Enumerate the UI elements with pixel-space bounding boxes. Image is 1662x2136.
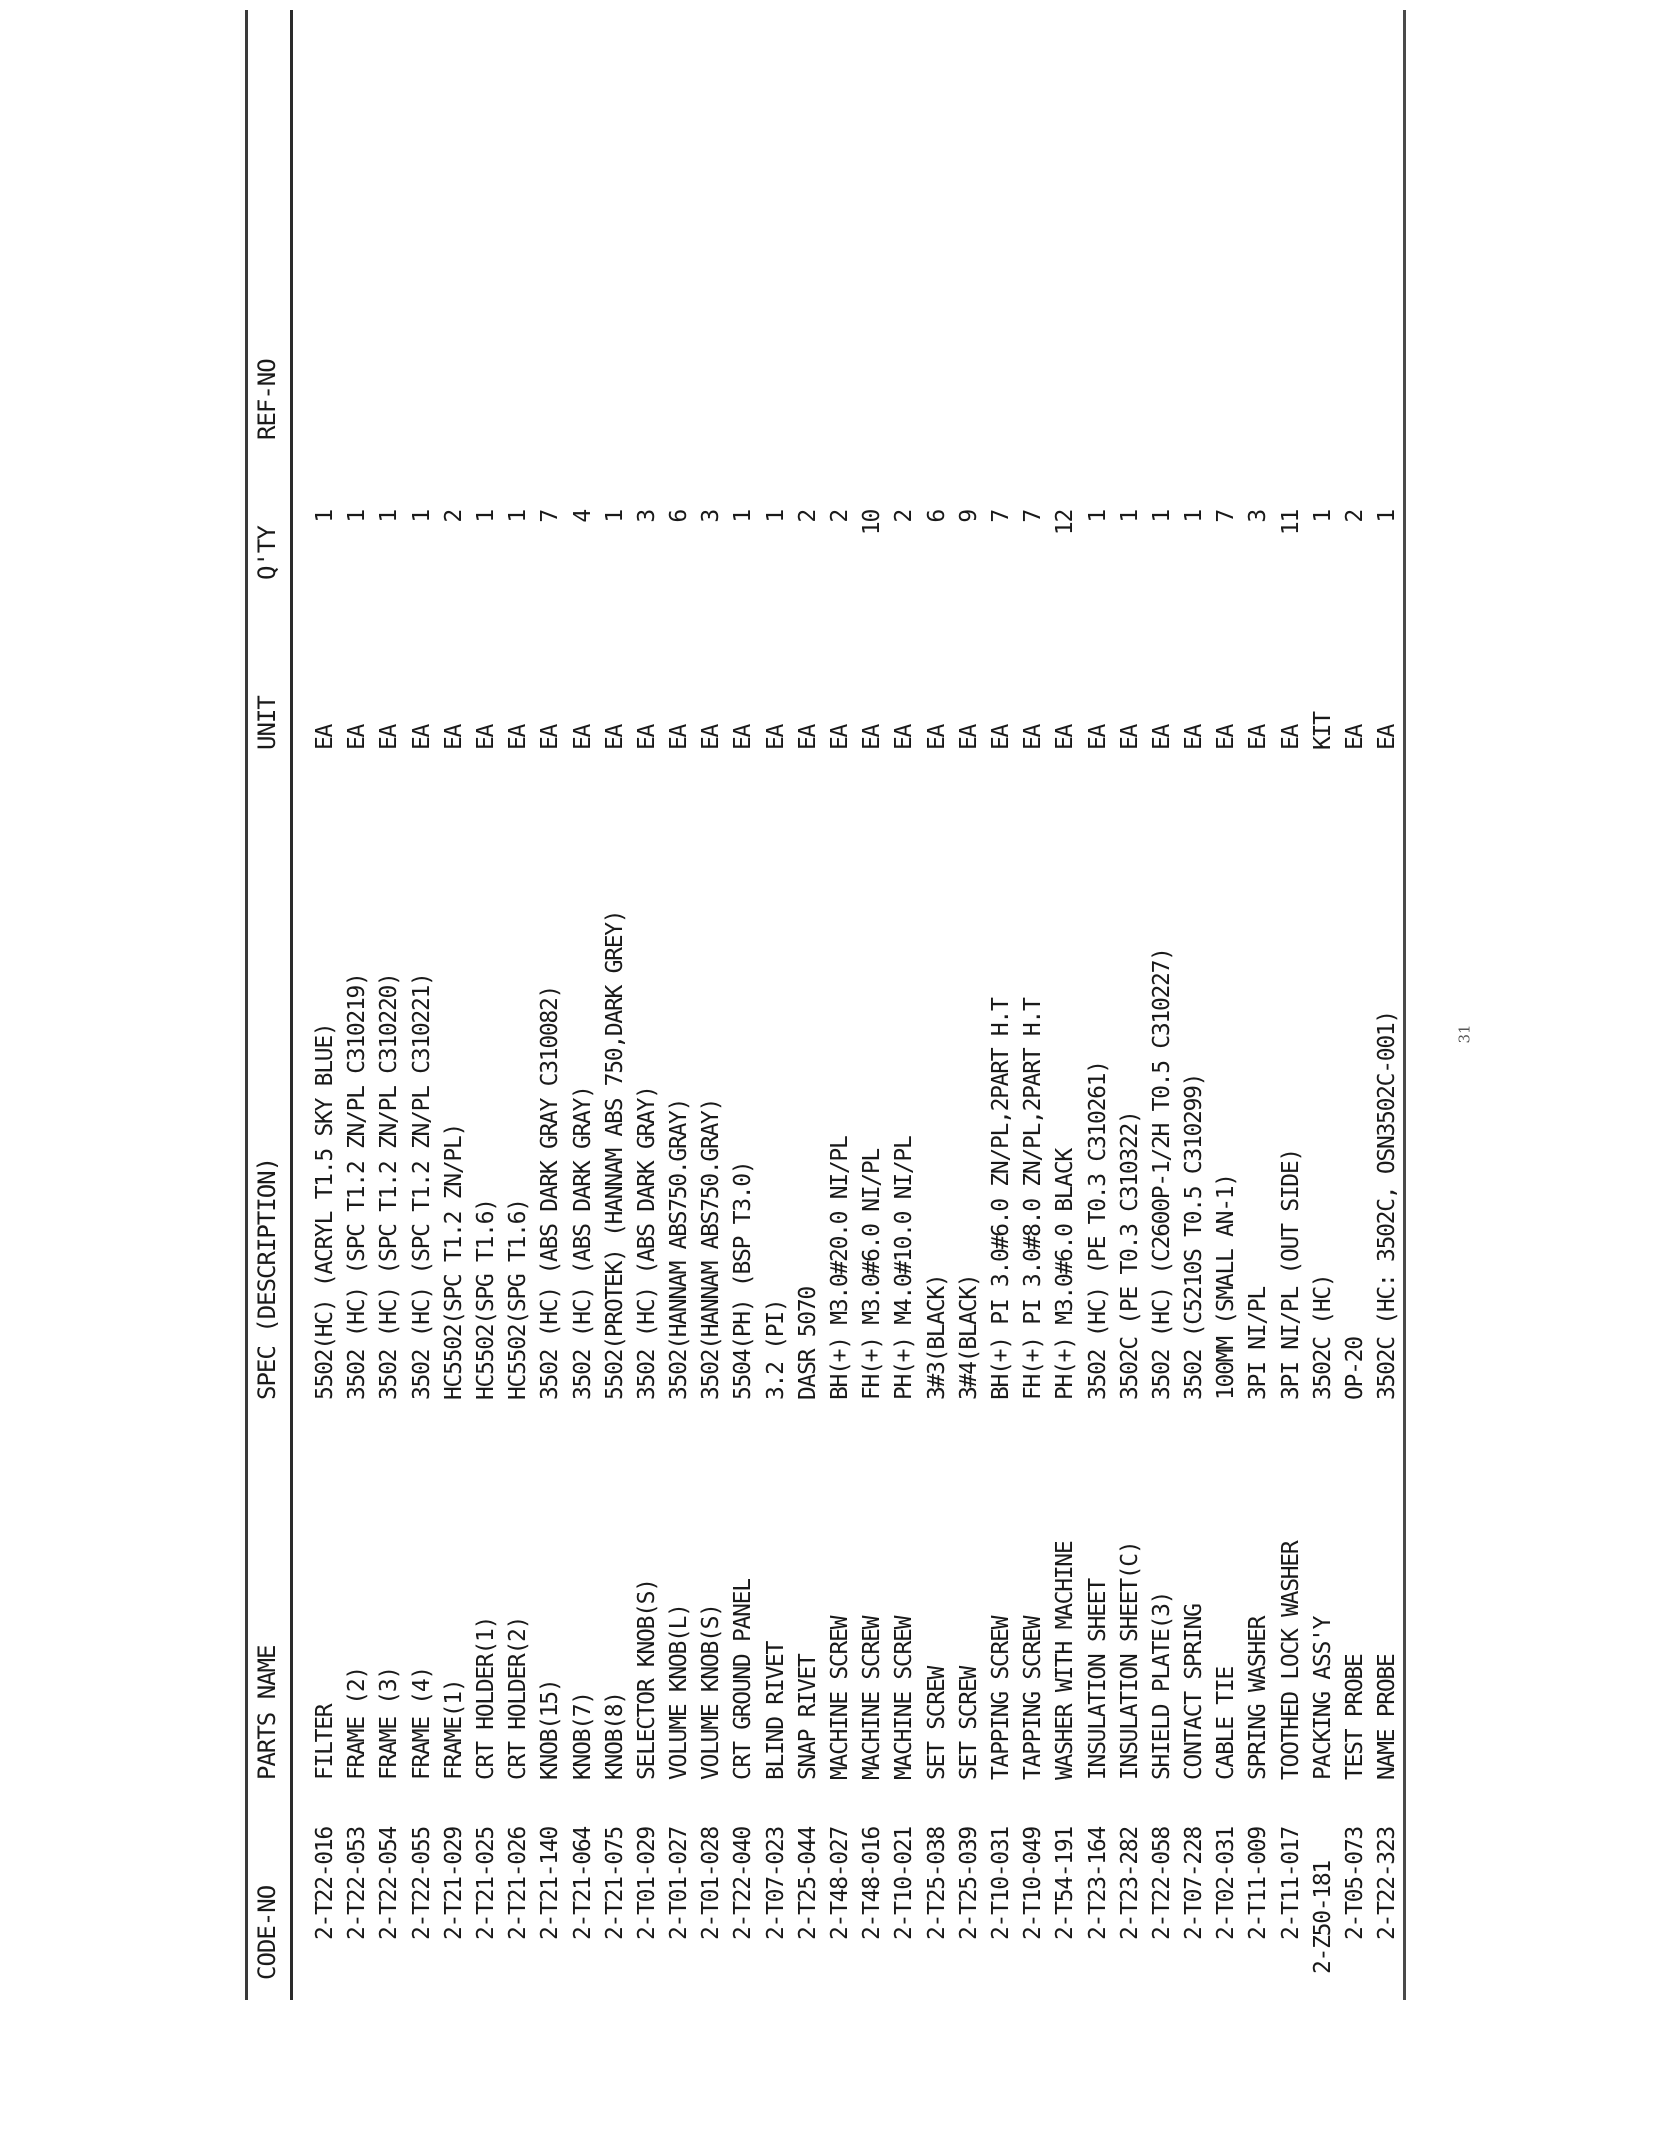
code-no-cell: 2-T10-031 xyxy=(987,1827,1014,1940)
spec-cell: BH(+) PI 3.0#6.0 ZN/PL,2PART H.T xyxy=(987,998,1014,1400)
table-row xyxy=(985,10,1017,2000)
qty-cell: 1 xyxy=(505,510,532,523)
table-row xyxy=(953,10,985,2000)
unit-cell: EA xyxy=(344,724,371,750)
parts-name-cell: SNAP RIVET xyxy=(794,1654,821,1780)
table-row xyxy=(406,10,438,2000)
header-rule xyxy=(290,10,293,2000)
table-row xyxy=(1178,10,1210,2000)
qty-cell: 1 xyxy=(1374,510,1401,523)
code-no-cell: 2-T11-009 xyxy=(1245,1827,1272,1940)
code-no-cell: 2-T22-040 xyxy=(730,1827,757,1940)
unit-cell: EA xyxy=(1052,724,1079,750)
spec-cell: 3502(HANNAM ABS750.GRAY) xyxy=(698,1098,725,1400)
qty-cell: 9 xyxy=(955,510,982,523)
table-row xyxy=(309,10,341,2000)
code-no-cell: 2-T02-031 xyxy=(1213,1827,1240,1940)
table-row xyxy=(1049,10,1081,2000)
parts-name-cell: TEST PROBE xyxy=(1342,1654,1368,1780)
spec-cell: FH(+) M3.0#6.0 NI/PL xyxy=(859,1149,886,1400)
column-header-parts-name: PARTS NAME xyxy=(253,1645,281,1780)
table-row xyxy=(695,10,727,2000)
qty-cell: 3 xyxy=(1245,510,1272,523)
spec-cell: 3502 (C5210S T0.5 C310299) xyxy=(1181,1073,1208,1400)
qty-cell: 1 xyxy=(1181,510,1208,523)
unit-cell: EA xyxy=(440,724,467,750)
qty-cell: 1 xyxy=(408,510,435,523)
spec-cell: DASR 5070 xyxy=(794,1287,821,1400)
qty-cell: 1 xyxy=(1148,510,1175,523)
qty-cell: 7 xyxy=(1020,510,1047,523)
unit-cell: EA xyxy=(376,724,403,750)
code-no-cell: 2-T01-027 xyxy=(666,1827,693,1940)
code-no-cell: 2-T22-054 xyxy=(376,1827,403,1940)
parts-name-cell: SET SCREW xyxy=(923,1667,950,1780)
unit-cell: EA xyxy=(1342,724,1368,750)
parts-name-cell: CRT HOLDER(1) xyxy=(472,1616,499,1780)
spec-cell: 3502C (HC: 3502C, OSN3502C-001) xyxy=(1374,1011,1401,1400)
parts-name-cell: CRT HOLDER(2) xyxy=(505,1616,532,1780)
code-no-cell: 2-T10-021 xyxy=(891,1827,918,1940)
unit-cell: EA xyxy=(1181,724,1208,750)
spec-cell: 3502 (HC) (ABS DARK GRAY) xyxy=(633,1086,660,1400)
unit-cell: EA xyxy=(505,724,532,750)
parts-name-cell: WASHER WITH MACHINE xyxy=(1052,1541,1079,1780)
parts-table-body xyxy=(309,10,1403,2000)
spec-cell: 3PI NI/PL (OUT SIDE) xyxy=(1277,1149,1304,1400)
table-row xyxy=(341,10,373,2000)
parts-name-cell: PACKING ASS'Y xyxy=(1309,1616,1336,1780)
qty-cell: 1 xyxy=(344,510,371,523)
qty-cell: 10 xyxy=(859,510,886,536)
spec-cell: FH(+) PI 3.0#8.0 ZN/PL,2PART H.T xyxy=(1020,998,1047,1400)
spec-cell: 100MM (SMALL AN-1) xyxy=(1213,1174,1240,1400)
spec-cell: 3502 (HC) (ABS DARK GRAY C310082) xyxy=(537,985,564,1400)
code-no-cell: 2-T48-027 xyxy=(827,1827,853,1940)
qty-cell: 7 xyxy=(1213,510,1240,523)
table-row xyxy=(438,10,470,2000)
unit-cell: EA xyxy=(859,724,886,750)
qty-cell: 2 xyxy=(827,510,853,523)
parts-name-cell: SHIELD PLATE(3) xyxy=(1148,1591,1175,1780)
unit-cell: EA xyxy=(633,724,660,750)
parts-name-cell: TOOTHED LOCK WASHER xyxy=(1277,1541,1304,1780)
unit-cell: EA xyxy=(762,724,789,750)
parts-name-cell: CRT GROUND PANEL xyxy=(730,1579,757,1780)
spec-cell: HC5502(SPG T1.6) xyxy=(472,1199,499,1400)
spec-cell: OP-20 xyxy=(1342,1337,1368,1400)
parts-name-cell: FRAME(1) xyxy=(440,1679,467,1780)
qty-cell: 6 xyxy=(923,510,950,523)
column-header-unit: UNIT xyxy=(253,696,281,750)
parts-name-cell: FRAME (3) xyxy=(376,1667,403,1780)
parts-name-cell: INSULATION SHEET(C) xyxy=(1116,1541,1143,1780)
qty-cell: 7 xyxy=(987,510,1014,523)
qty-cell: 2 xyxy=(794,510,821,523)
spec-cell: PH(+) M4.0#10.0 NI/PL xyxy=(891,1136,918,1400)
column-header-code-no: CODE-NO xyxy=(253,1885,281,1980)
table-row xyxy=(1242,10,1274,2000)
column-header-qty: Q'TY xyxy=(253,526,281,580)
code-no-cell: 2-T21-064 xyxy=(569,1827,596,1940)
parts-list-sheet xyxy=(225,10,1425,2000)
spec-cell: 3502 (HC) (PE T0.3 C310261) xyxy=(1084,1061,1111,1400)
spec-cell: 3PI NI/PL xyxy=(1245,1287,1272,1400)
spec-cell: HC5502(SPG T1.6) xyxy=(505,1199,532,1400)
qty-cell: 11 xyxy=(1277,510,1304,536)
code-no-cell: 2-T21-140 xyxy=(537,1827,564,1940)
spec-cell: 3.2 (PI) xyxy=(762,1299,789,1400)
parts-name-cell: CABLE TIE xyxy=(1213,1667,1240,1780)
spec-cell: 5502(HC) (ACRYL T1.5 SKY BLUE) xyxy=(312,1023,338,1400)
qty-cell: 1 xyxy=(762,510,789,523)
spec-cell: 3502 (HC) (SPC T1.2 ZN/PL C310220) xyxy=(376,973,403,1400)
qty-cell: 2 xyxy=(1342,510,1368,523)
code-no-cell: 2-T22-053 xyxy=(344,1827,371,1940)
spec-cell: PH(+) M3.0#6.0 BLACK xyxy=(1052,1149,1079,1400)
spec-cell: 3502C (PE T0.3 C310322) xyxy=(1116,1111,1143,1400)
table-row xyxy=(1114,10,1146,2000)
code-no-cell: 2-T48-016 xyxy=(859,1827,886,1940)
table-row xyxy=(1017,10,1049,2000)
qty-cell: 1 xyxy=(1084,510,1111,523)
column-header-spec: SPEC (DESCRIPTION) xyxy=(253,1157,281,1400)
unit-cell: EA xyxy=(827,724,853,750)
parts-name-cell: KNOB(7) xyxy=(569,1692,596,1780)
table-row xyxy=(470,10,502,2000)
unit-cell: EA xyxy=(312,724,338,750)
code-no-cell: 2-T54-191 xyxy=(1052,1827,1079,1940)
code-no-cell: 2-T01-029 xyxy=(633,1827,660,1940)
code-no-cell: 2-T21-029 xyxy=(440,1827,467,1940)
code-no-cell: 2-T23-164 xyxy=(1084,1827,1111,1940)
code-no-cell: 2-T25-044 xyxy=(794,1827,821,1940)
unit-cell: EA xyxy=(987,724,1014,750)
table-row xyxy=(534,10,566,2000)
unit-cell: EA xyxy=(472,724,499,750)
parts-name-cell: NAME PROBE xyxy=(1374,1654,1401,1780)
parts-name-cell: KNOB(8) xyxy=(601,1692,628,1780)
unit-cell: EA xyxy=(408,724,435,750)
unit-cell: EA xyxy=(955,724,982,750)
parts-name-cell: VOLUME KNOB(L) xyxy=(666,1604,693,1780)
code-no-cell: 2-T22-016 xyxy=(312,1827,338,1940)
code-no-cell: 2-T21-025 xyxy=(472,1827,499,1940)
spec-cell: 5502(PROTEK) (HANNAM ABS 750,DARK GREY) xyxy=(601,910,628,1400)
code-no-cell: 2-T11-017 xyxy=(1277,1827,1304,1940)
code-no-cell: 2-T07-228 xyxy=(1181,1827,1208,1940)
unit-cell: EA xyxy=(1277,724,1304,750)
unit-cell: EA xyxy=(1148,724,1175,750)
spec-cell: 3502 (HC) (SPC T1.2 ZN/PL C310221) xyxy=(408,973,435,1400)
parts-name-cell: FILTER xyxy=(312,1704,338,1780)
parts-name-cell: TAPPING SCREW xyxy=(987,1616,1014,1780)
unit-cell: EA xyxy=(1020,724,1047,750)
qty-cell: 1 xyxy=(1309,510,1336,523)
code-no-cell: 2-T25-039 xyxy=(955,1827,982,1940)
spec-cell: 3502 (HC) (SPC T1.2 ZN/PL C310219) xyxy=(344,973,371,1400)
spec-cell: 3502 (HC) (ABS DARK GRAY) xyxy=(569,1086,596,1400)
table-row xyxy=(727,10,759,2000)
code-no-cell: 2-T01-028 xyxy=(698,1827,725,1940)
qty-cell: 1 xyxy=(376,510,403,523)
qty-cell: 3 xyxy=(698,510,725,523)
parts-name-cell: INSULATION SHEET xyxy=(1084,1579,1111,1780)
parts-name-cell: BLIND RIVET xyxy=(762,1641,789,1780)
qty-cell: 12 xyxy=(1052,510,1079,536)
code-no-cell: 2-T05-073 xyxy=(1342,1827,1368,1940)
unit-cell: KIT xyxy=(1309,712,1336,750)
table-row xyxy=(373,10,405,2000)
spec-cell: 3502C (HC) xyxy=(1309,1274,1336,1400)
spec-cell: 5504(PH) (BSP T3.0) xyxy=(730,1161,757,1400)
column-header-ref-no: REF-NO xyxy=(253,359,281,440)
unit-cell: EA xyxy=(569,724,596,750)
code-no-cell: 2-T23-282 xyxy=(1116,1827,1143,1940)
unit-cell: EA xyxy=(794,724,821,750)
table-row xyxy=(1210,10,1242,2000)
qty-cell: 1 xyxy=(601,510,628,523)
parts-name-cell: FRAME (2) xyxy=(344,1667,371,1780)
code-no-cell: 2-T21-075 xyxy=(601,1827,628,1940)
code-no-cell: 2-T22-323 xyxy=(1374,1827,1401,1940)
spec-cell: HC5502(SPC T1.2 ZN/PL) xyxy=(440,1123,467,1400)
table-row xyxy=(1275,10,1307,2000)
qty-cell: 3 xyxy=(633,510,660,523)
code-no-cell: 2-T21-026 xyxy=(505,1827,532,1940)
spec-cell: 3#3(BLACK) xyxy=(923,1274,950,1400)
table-row xyxy=(1146,10,1178,2000)
code-no-cell: 2-T07-023 xyxy=(762,1827,789,1940)
parts-name-cell: CONTACT SPRING xyxy=(1181,1604,1208,1780)
table-row xyxy=(1307,10,1339,2000)
qty-cell: 1 xyxy=(1116,510,1143,523)
table-row xyxy=(792,10,824,2000)
parts-name-cell: MACHINE SCREW xyxy=(827,1616,853,1780)
spec-cell: 3502 (HC) (C2600P-1/2H T0.5 C310227) xyxy=(1148,948,1175,1400)
unit-cell: EA xyxy=(1213,724,1240,750)
parts-name-cell: SET SCREW xyxy=(955,1667,982,1780)
spec-cell: 3502(HANNAM ABS750.GRAY) xyxy=(666,1098,693,1400)
parts-name-cell: SPRING WASHER xyxy=(1245,1616,1272,1780)
unit-cell: EA xyxy=(601,724,628,750)
unit-cell: EA xyxy=(730,724,757,750)
unit-cell: EA xyxy=(666,724,693,750)
parts-name-cell: MACHINE SCREW xyxy=(859,1616,886,1780)
qty-cell: 1 xyxy=(312,510,338,523)
parts-name-cell: SELECTOR KNOB(S) xyxy=(633,1579,660,1780)
code-no-cell: 2-T22-058 xyxy=(1148,1827,1175,1940)
table-row xyxy=(1339,10,1371,2000)
qty-cell: 1 xyxy=(472,510,499,523)
table-row xyxy=(567,10,599,2000)
spec-cell: 3#4(BLACK) xyxy=(955,1274,982,1400)
table-row xyxy=(631,10,663,2000)
unit-cell: EA xyxy=(1374,724,1401,750)
qty-cell: 6 xyxy=(666,510,693,523)
qty-cell: 1 xyxy=(730,510,757,523)
parts-name-cell: TAPPING SCREW xyxy=(1020,1616,1047,1780)
code-no-cell: 2-Z50-181 xyxy=(1309,1861,1336,1974)
table-row xyxy=(1371,10,1403,2000)
table-row xyxy=(856,10,888,2000)
spec-cell: BH(+) M3.0#20.0 NI/PL xyxy=(827,1136,853,1400)
unit-cell: EA xyxy=(1245,724,1272,750)
code-no-cell: 2-T10-049 xyxy=(1020,1827,1047,1940)
qty-cell: 2 xyxy=(891,510,918,523)
table-row xyxy=(1082,10,1114,2000)
unit-cell: EA xyxy=(537,724,564,750)
table-row xyxy=(502,10,534,2000)
code-no-cell: 2-T25-038 xyxy=(923,1827,950,1940)
page-number: 31 xyxy=(1455,1024,1474,1044)
table-row xyxy=(921,10,953,2000)
table-row xyxy=(599,10,631,2000)
parts-name-cell: MACHINE SCREW xyxy=(891,1616,918,1780)
table-row xyxy=(824,10,856,2000)
unit-cell: EA xyxy=(1116,724,1143,750)
unit-cell: EA xyxy=(923,724,950,750)
unit-cell: EA xyxy=(891,724,918,750)
qty-cell: 7 xyxy=(537,510,564,523)
unit-cell: EA xyxy=(698,724,725,750)
table-row xyxy=(888,10,920,2000)
unit-cell: EA xyxy=(1084,724,1111,750)
qty-cell: 2 xyxy=(440,510,467,523)
code-no-cell: 2-T22-055 xyxy=(408,1827,435,1940)
parts-name-cell: VOLUME KNOB(S) xyxy=(698,1604,725,1780)
qty-cell: 4 xyxy=(569,510,596,523)
table-row xyxy=(760,10,792,2000)
table-bottom-rule xyxy=(1403,10,1406,2000)
table-row xyxy=(663,10,695,2000)
parts-name-cell: FRAME (4) xyxy=(408,1667,435,1780)
parts-name-cell: KNOB(15) xyxy=(537,1679,564,1780)
